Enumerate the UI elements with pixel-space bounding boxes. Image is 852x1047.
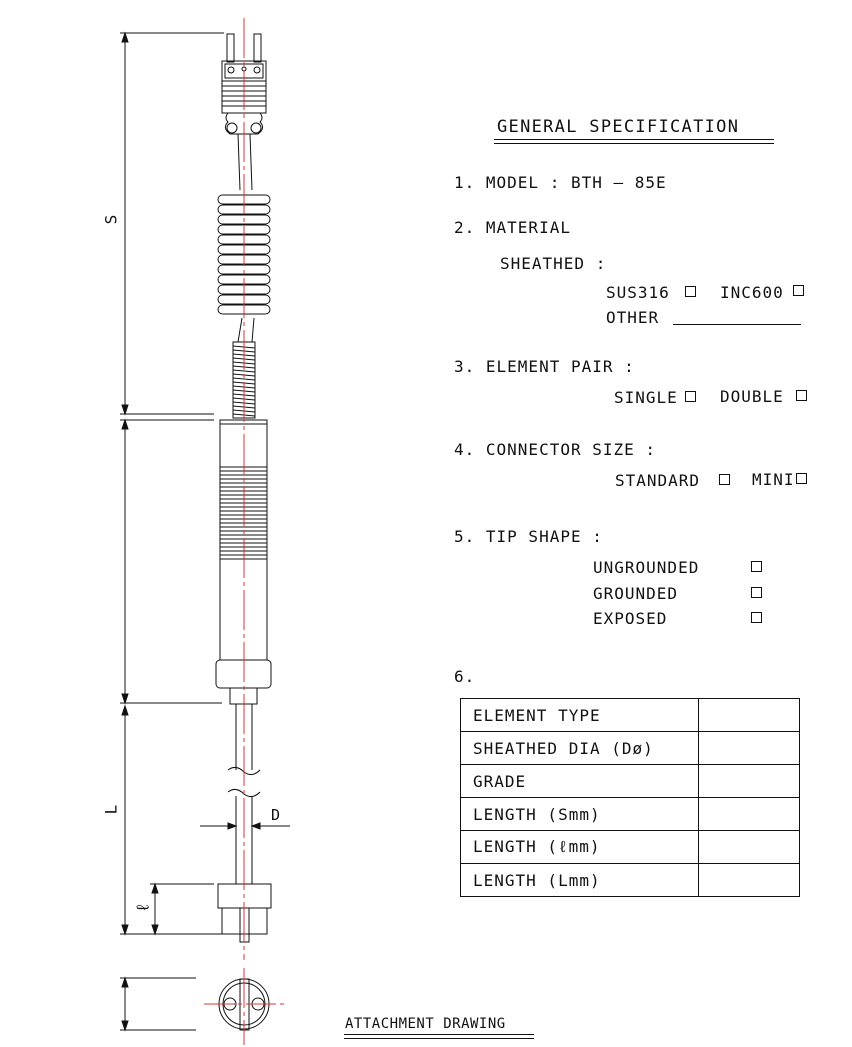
option-grounded-label: GROUNDED <box>593 584 679 603</box>
option-sus316-label: SUS316 <box>606 283 670 302</box>
element-pair-heading: 3. ELEMENT PAIR : <box>454 357 635 376</box>
sheathed-label: SHEATHED : <box>500 254 607 273</box>
option-double-checkbox[interactable] <box>796 390 807 401</box>
other-blank-line[interactable] <box>673 324 801 325</box>
table-row <box>461 699 800 732</box>
dimension-d-label: D <box>271 806 282 824</box>
table-row <box>461 864 800 897</box>
option-ungrounded-checkbox[interactable] <box>751 561 762 572</box>
option-standard-checkbox[interactable] <box>719 474 730 485</box>
value-cell[interactable] <box>699 864 800 897</box>
value-cell[interactable] <box>699 831 800 864</box>
table-row <box>461 765 800 798</box>
option-grounded-checkbox[interactable] <box>751 587 762 598</box>
option-ungrounded-label: UNGROUNDED <box>593 558 700 577</box>
option-standard-label: STANDARD <box>615 471 701 490</box>
option-single-label: SINGLE <box>614 388 678 407</box>
model-line: 1. MODEL : BTH – 85E <box>454 173 667 192</box>
value-cell[interactable] <box>699 699 800 732</box>
option-double-label: DOUBLE <box>720 387 784 406</box>
option-inc600-label: INC600 <box>720 283 784 302</box>
connector-size-heading: 4. CONNECTOR SIZE : <box>454 440 657 459</box>
value-cell[interactable] <box>699 732 800 765</box>
option-inc600-checkbox[interactable] <box>793 285 804 296</box>
dimension-s-label: S <box>101 213 121 225</box>
table-row <box>461 732 800 765</box>
option-sus316-checkbox[interactable] <box>685 286 696 297</box>
option-other-label: OTHER <box>606 308 660 327</box>
material-heading: 2. MATERIAL <box>454 218 571 237</box>
row-label: LENGTH (ℓmm) <box>461 831 699 864</box>
row-label: GRADE <box>461 765 699 798</box>
spec-title: GENERAL SPECIFICATION <box>497 117 740 137</box>
value-cell[interactable] <box>699 765 800 798</box>
table-row <box>461 798 800 831</box>
table-row <box>461 831 800 864</box>
attachment-caption: ATTACHMENT DRAWING <box>345 1016 506 1032</box>
row-label: LENGTH (Smm) <box>461 798 699 831</box>
spec-table <box>460 698 800 897</box>
dimension-ell-label: ℓ <box>133 901 154 913</box>
row-label: LENGTH (Lmm) <box>461 864 699 897</box>
dimension-l-label: L <box>101 803 121 815</box>
option-mini-label: MINI <box>752 470 795 489</box>
table-number: 6. <box>454 667 476 686</box>
row-label: SHEATHED DIA (Dø) <box>461 732 699 765</box>
value-cell[interactable] <box>699 798 800 831</box>
option-single-checkbox[interactable] <box>685 391 696 402</box>
option-exposed-label: EXPOSED <box>593 609 668 628</box>
row-label: ELEMENT TYPE <box>461 699 699 732</box>
option-exposed-checkbox[interactable] <box>751 612 762 623</box>
option-mini-checkbox[interactable] <box>796 473 807 484</box>
tip-shape-heading: 5. TIP SHAPE : <box>454 527 603 546</box>
